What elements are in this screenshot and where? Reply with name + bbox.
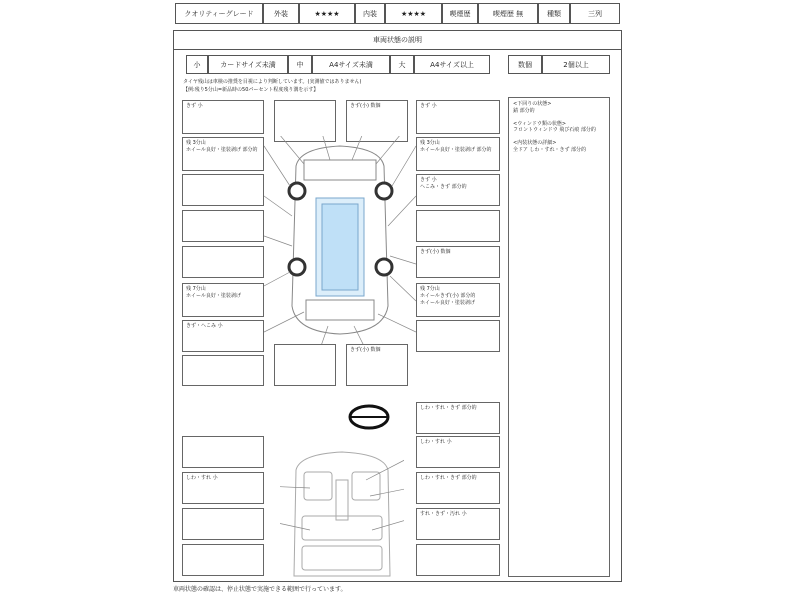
- size-small-label: 小: [186, 55, 208, 74]
- front-left-tire-icon: [289, 183, 305, 199]
- int-box-right-3: すれ・きず・汚れ 小: [416, 508, 500, 540]
- exterior-rating: ★★★★: [299, 3, 355, 24]
- int-box-left-4: [182, 544, 264, 576]
- int-box-right-2: しわ・すれ・きず 部分的: [416, 472, 500, 504]
- underbody-title: <下回りの状態>: [513, 101, 552, 107]
- rear-left-tire-icon: [289, 259, 305, 275]
- ext-box-left-2: [182, 174, 264, 206]
- footer-note: 車両状態の確認は、停止状態で実施できる範囲で行っています。: [173, 586, 347, 593]
- exterior-label: 外装: [263, 3, 299, 24]
- interior-detail-title: <内装状態の詳細>: [513, 140, 557, 146]
- ext-box-right-3: きず(小) 数個: [416, 246, 500, 278]
- size-medium-desc: A4サイズ未満: [312, 55, 390, 74]
- car-top-view-diagram: [264, 136, 416, 344]
- int-box-right-1: しわ・すれ 小: [416, 436, 500, 468]
- size-small-desc: カードサイズ未満: [208, 55, 288, 74]
- front-right-tire-icon: [376, 183, 392, 199]
- ext-box-left-rear: きず・へこみ 小: [182, 320, 264, 352]
- ext-box-left-bottom: [182, 355, 264, 386]
- ext-box-left-front-wheel: 残 3分山 ホイール良好・塗装剥げ 部分的: [182, 137, 264, 171]
- page-title: 車両状態の説明: [173, 30, 622, 50]
- int-box-left-1: [182, 436, 264, 468]
- ext-box-left-4: [182, 246, 264, 278]
- note-line-2: 【例:残り5分山=新品時の50パーセント程度残り溝を示す】: [183, 87, 319, 93]
- smoking-label: 喫煙歴: [442, 3, 478, 24]
- right-panel: [508, 97, 610, 577]
- rear-right-tire-icon: [376, 259, 392, 275]
- interior-label: 内装: [355, 3, 385, 24]
- int-box-left-2: しわ・すれ 小: [182, 472, 264, 504]
- size-medium-label: 中: [288, 55, 312, 74]
- smoking-value: 喫煙歴 無: [478, 3, 538, 24]
- seating-label: 種類: [538, 3, 570, 24]
- interior-rating: ★★★★: [385, 3, 442, 24]
- underbody-value: 錆 部分的: [513, 107, 535, 114]
- ext-box-right-1: きず 小 へこみ・きず 部分的: [416, 174, 500, 206]
- count-label: 数個: [508, 55, 542, 74]
- steering-wheel-icon: [348, 404, 390, 430]
- interior-seat-diagram: [280, 450, 404, 578]
- ext-box-front-left: きず 小: [182, 100, 264, 134]
- ext-box-front-right-top: きず(小) 数個: [346, 100, 408, 142]
- window-title: <ウィンドウ類の状態>: [513, 120, 567, 127]
- int-box-left-3: [182, 508, 264, 540]
- car-sunroof: [322, 204, 358, 290]
- seating-value: 三列: [570, 3, 620, 24]
- note-line-1: タイヤ残山は車検の推奨を目視により判断しています。(実測値ではありません): [183, 79, 362, 85]
- count-value: 2個以上: [542, 55, 610, 74]
- ext-box-right-front-wheel: 残 3分山 ホイール良好・塗装剥げ 部分的: [416, 137, 500, 171]
- interior-detail-value: 全ドア しわ・すれ・きず 部分的: [513, 146, 587, 153]
- int-box-right-4: [416, 544, 500, 576]
- ext-box-right-rear-wheel: 残 7分山 ホイールきず(小) 部分的 ホイール良好・塗装剥げ: [416, 283, 500, 317]
- ext-box-front-right: きず 小: [416, 100, 500, 134]
- ext-box-left-3: [182, 210, 264, 242]
- size-large-desc: A4サイズ以上: [414, 55, 490, 74]
- int-box-steering: しわ・すれ・きず 部分的: [416, 402, 500, 434]
- ext-box-right-2: [416, 210, 500, 242]
- ext-box-right-rear: [416, 320, 500, 352]
- ext-box-rear-right-top: きず(小) 数個: [346, 344, 408, 386]
- quality-grade-label: クオリティーグレード: [175, 3, 263, 24]
- ext-box-rear-mid: [274, 344, 336, 386]
- ext-box-left-rear-wheel: 残 7分山 ホイール良好・塗装剥げ: [182, 283, 264, 317]
- size-large-label: 大: [390, 55, 414, 74]
- window-value: フロントウィンドウ 飛び石痕 部分的: [513, 127, 596, 134]
